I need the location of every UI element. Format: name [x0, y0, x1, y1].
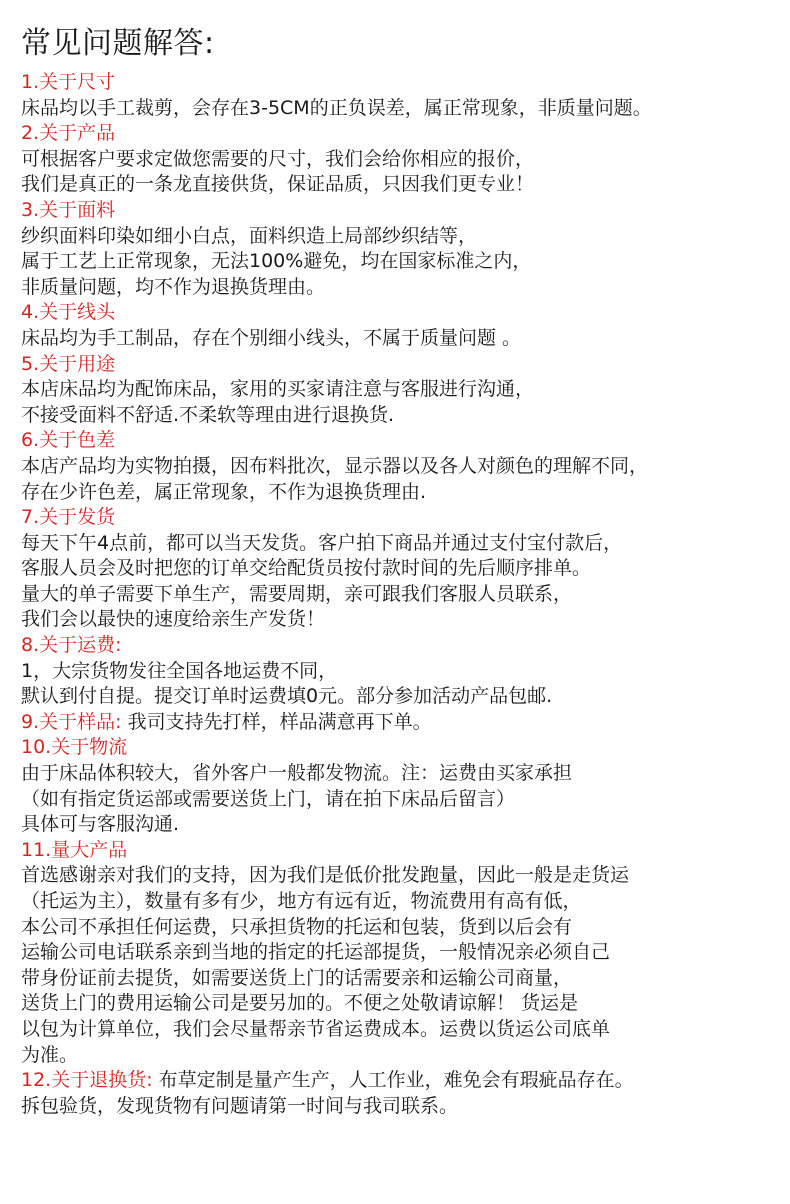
faq-answer-line: 床品均以手工裁剪，会存在3-5CM的正负误差，属正常现象，非质量问题。: [21, 96, 652, 119]
faq-section: [21, 300, 774, 351]
faq-answer-line: 送货上门的费用运输公司是要另加的。不便之处敬请谅解！ 货运是: [21, 992, 579, 1015]
faq-heading-label: 12.关于退换货:: [21, 1069, 153, 1092]
faq-section: [21, 352, 774, 429]
faq-answer-line: 我们会以最快的速度给亲生产发货！: [21, 608, 326, 631]
faq-answer-line: 1，大宗货物发往全国各地运费不同，: [21, 659, 338, 682]
faq-section: [21, 428, 774, 505]
faq-answer-line: 纱织面料印染如细小白点，面料织造上局部纱织结等，: [21, 224, 478, 247]
faq-answer-line: 不接受面料不舒适.不柔软等理由进行退换货.: [21, 403, 395, 426]
faq-section: [21, 70, 774, 121]
faq-heading: [21, 838, 774, 864]
faq-answer-line: 以包为计算单位，我们会尽量帮亲节省运费成本。运费以货运公司底单: [21, 1017, 611, 1040]
faq-heading-label: 2.关于产品: [21, 122, 116, 145]
faq-section: [21, 735, 774, 837]
faq-answer-line: 默认到付自提。提交订单时运费填0元。部分参加活动产品包邮.: [21, 685, 553, 708]
faq-answer-line: 客服人员会及时把您的订单交给配货员按付款时间的先后顺序排单。: [21, 557, 592, 580]
faq-heading-label: 10.关于物流: [21, 736, 128, 759]
faq-heading: [21, 352, 774, 378]
faq-answer-line: 存在少许色差，属正常现象，不作为退换货理由.: [21, 480, 427, 503]
faq-answer-line: 首选感谢亲对我们的支持，因为我们是低价批发跑量，因此一般是走货运: [21, 864, 630, 887]
faq-answer-line: 本店床品均为配饰床品，家用的买家请注意与客服进行沟通，: [21, 378, 535, 401]
page-title: 常见问题解答:: [21, 26, 215, 61]
faq-heading: [21, 70, 774, 96]
faq-heading-label: 11.量大产品: [21, 838, 128, 861]
faq-list: [21, 70, 774, 1119]
faq-heading: [21, 505, 774, 531]
faq-answer-line: （托运为主），数量有多有少，地方有远有近，物流费用有高有低，: [21, 890, 582, 912]
faq-heading-label: 7.关于发货: [21, 506, 116, 529]
faq-heading: [21, 121, 774, 147]
faq-section: [21, 505, 774, 633]
faq-answer-line: 量大的单子需要下单生产，需要周期，亲可跟我们客服人员联系，: [21, 582, 573, 605]
faq-heading-label: 3.关于面料: [21, 198, 116, 221]
faq-heading: [21, 633, 774, 659]
faq-heading-label: 9.关于样品:: [21, 710, 122, 733]
faq-answer-line: 为准。: [21, 1043, 79, 1066]
faq-section: [21, 198, 774, 300]
faq-answer-line: 床品均为手工制品，存在个别细小线头，不属于质量问题 。: [21, 326, 522, 349]
faq-heading: [21, 198, 774, 224]
faq-answer-line: 非质量问题，均不作为退换货理由。: [21, 275, 326, 298]
faq-heading-label: 1.关于尺寸: [21, 71, 116, 93]
faq-heading: [21, 1068, 774, 1094]
faq-heading-label: 8.关于运费:: [21, 634, 122, 657]
faq-heading-label: 4.关于线头: [21, 301, 116, 324]
faq-answer-line: 每天下午4点前，都可以当天发货。客户拍下商品并通过支付宝付款后，: [21, 531, 623, 554]
faq-section: [21, 710, 774, 736]
faq-answer-line: 由于床品体积较大，省外客户一般都发物流。注：运费由买家承担: [21, 762, 573, 785]
faq-answer-line: 本公司不承担任何运费，只承担货物的托运和包装，货到以后会有: [21, 915, 573, 938]
faq-answer-line: 拆包验货，发现货物有问题请第一时间与我司联系。: [21, 1094, 459, 1117]
faq-answer-line: 可根据客户要求定做您需要的尺寸，我们会给你相应的报价，: [21, 147, 535, 170]
faq-heading-text: 布草定制是量产生产，人工作业，难免会有瑕疵品存在。: [152, 1069, 634, 1092]
faq-heading-label: 6.关于色差: [21, 429, 116, 452]
faq-heading-text: 我司支持先打样，样品满意再下单。: [121, 710, 432, 733]
faq-answer-line: 运输公司电话联系亲到当地的指定的托运部提货，一般情况亲必须自己: [21, 941, 611, 964]
faq-section: [21, 1068, 774, 1119]
faq-heading-label: 5.关于用途: [21, 352, 116, 375]
faq-heading: [21, 428, 774, 454]
faq-answer-line: 我们是真正的一条龙直接供货，保证品质，只因我们更专业！: [21, 173, 535, 196]
faq-section: [21, 121, 774, 198]
faq-answer-line: 本店产品均为实物拍摄，因布料批次，显示器以及各人对颜色的理解不同，: [21, 454, 649, 477]
faq-answer-line: 属于工艺上正常现象，无法100%避免，均在国家标准之内，: [21, 250, 532, 273]
faq-answer-line: （如有指定货运部或需要送货上门，请在拍下床品后留言）: [21, 787, 516, 810]
faq-heading: [21, 300, 774, 326]
faq-section: [21, 633, 774, 710]
faq-answer-line: 带身份证前去提货，如需要送货上门的话需要亲和运输公司商量，: [21, 966, 573, 989]
faq-heading: [21, 710, 774, 736]
faq-heading: [21, 735, 774, 761]
faq-answer-line: 具体可与客服沟通.: [21, 813, 180, 836]
faq-section: [21, 838, 774, 1068]
